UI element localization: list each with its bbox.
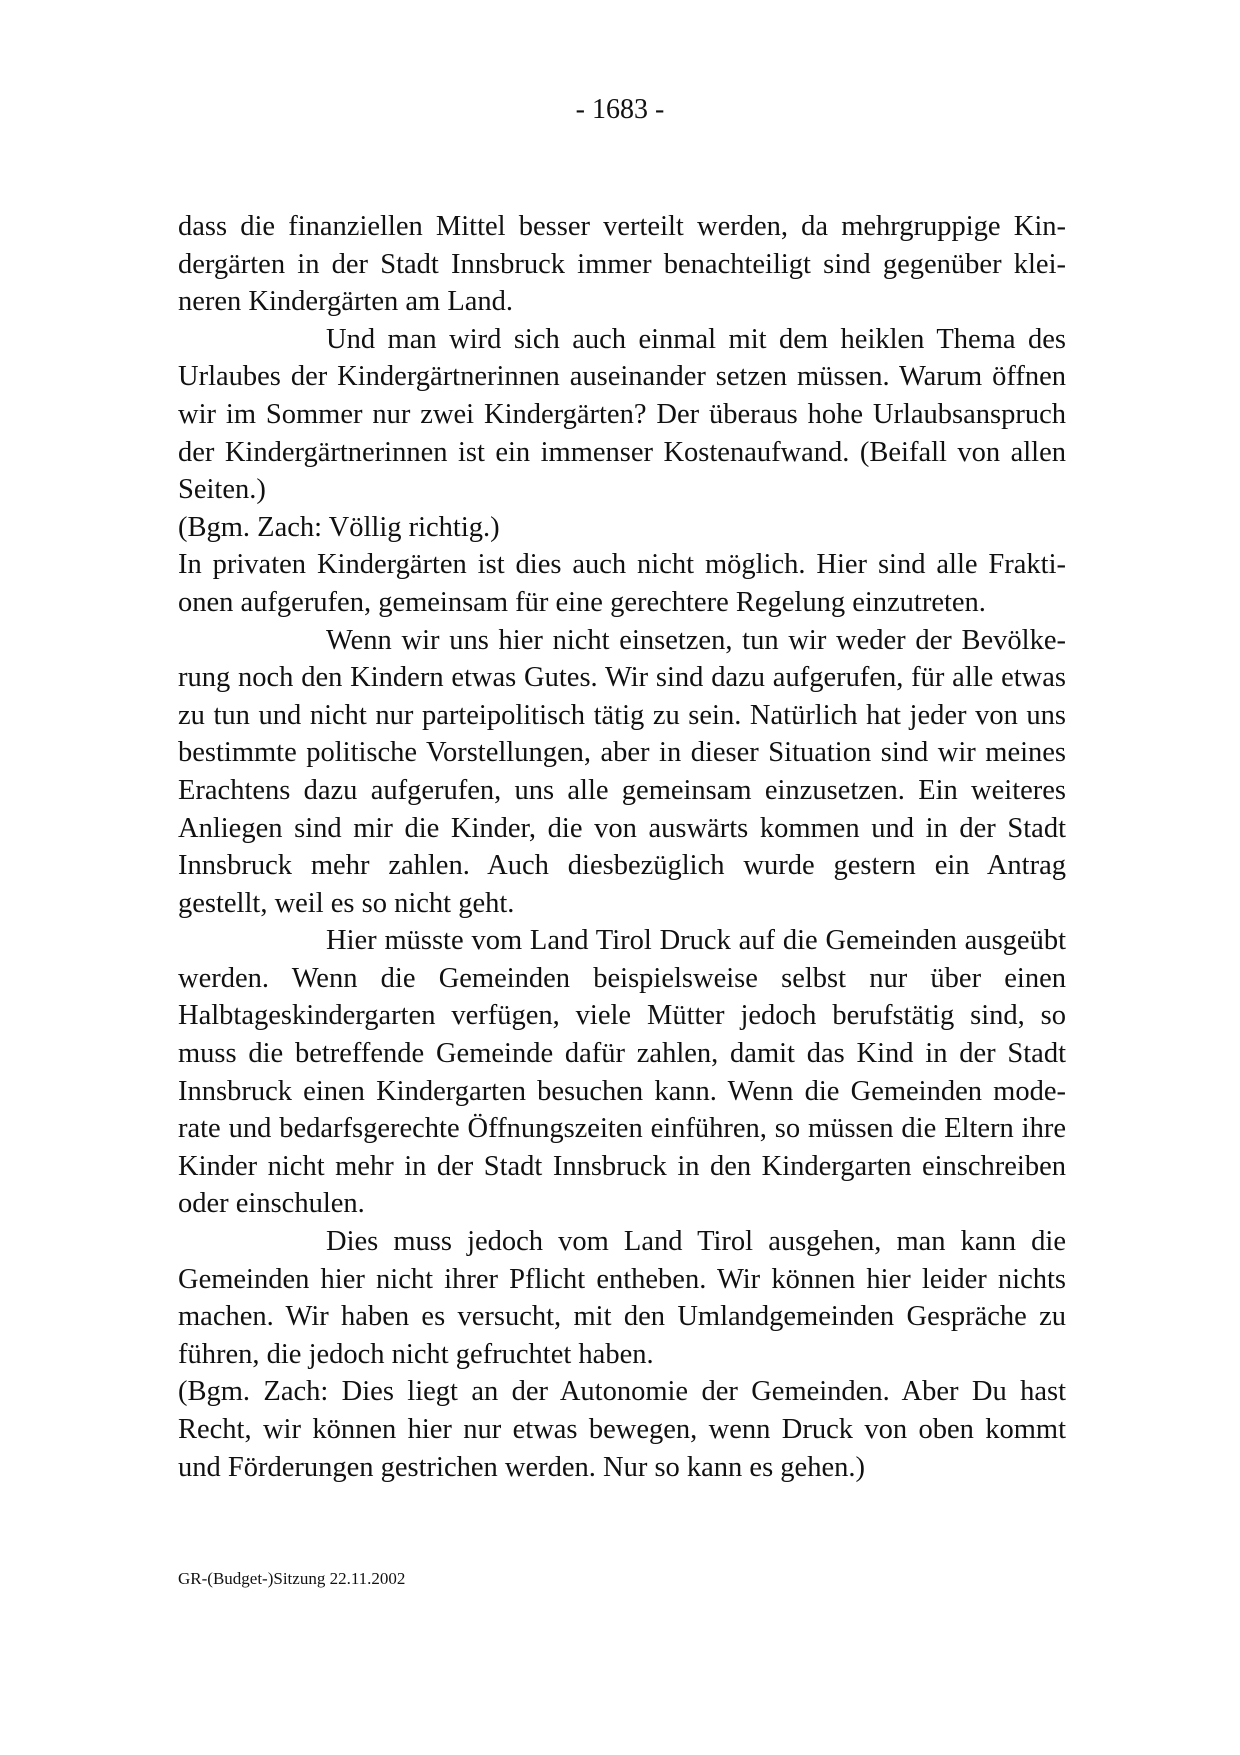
body-text [178,208,1066,1486]
interjection: (Bgm. Zach: Völlig richtig.) [178,511,500,543]
paragraph: Wenn wir uns hier nicht einsetzen, tun wir weder der Bevölkerung noch den Kindern etwas Gutes. Wir sind dazu aufgerufen, für alle etwas zu tun und nicht nur parteipolitisch tätig zu sein. Natürlich hat jeder von uns bestimmte politische Vorstellungen, aber in dieser Situation sind wir meines Erachtens dazu aufgerufen, uns alle gemeinsam einzusetzen. Ein weiteres Anliegen sind mir die Kinder, die von auswärts kommen und in der Stadt Innsbruck mehr zahlen. Auch diesbezüglich wurde gestern ein Antrag gestellt, weil es so nicht geht. [178,624,1066,919]
interjection: (Bgm. Zach: Dies liegt an der Autonomie der Gemeinden. Aber Du hast Recht, wir können hier nur etwas bewegen, wenn Druck von oben kommt und Förderungen gestrichen werden. Nur so kann es gehen.) [178,1376,1066,1483]
paragraph: Dies muss jedoch vom Land Tirol ausgehen, man kann die Gemeinden hier nicht ihrer Pflicht entheben. Wir können hier leider nichts machen. Wir haben es versucht, mit den Umlandgemeinden Gespräche zu führen, die jedoch nicht gefruchtet haben. [178,1226,1066,1370]
page-number: - 1683 - [575,94,665,125]
page-footer: GR-(Budget-)Sitzung 22.11.2002 [178,1569,406,1588]
paragraph: Hier müsste vom Land Tirol Druck auf die Gemeinden ausgeübt werden. Wenn die Gemeinden beispielsweise selbst nur über einen Halbtageskindergarten verfügen, viele Mütter jedoch berufstätig sind, so muss die betreffende Gemeinde dafür zahlen, damit das Kind in der Stadt Innsbruck einen Kindergarten besuchen kann. Wenn die Gemeinden moderate und bedarfsgerechte Öffnungszeiten einführen, so müssen die Eltern ihre Kinder nicht mehr in der Stadt Innsbruck in den Kindergarten einschreiben oder einschulen. [178,925,1066,1220]
paragraph: Und man wird sich auch einmal mit dem heiklen Thema des Urlaubes der Kindergärtnerinnen auseinander setzen müssen. Warum öffnen wir im Sommer nur zwei Kindergärten? Der überaus hohe Urlaubsanspruch der Kindergärtnerinnen ist ein immenser Kostenaufwand. (Beifall von allen Seiten.) [178,323,1066,506]
paragraph: In privaten Kindergärten ist dies auch nicht möglich. Hier sind alle Fraktionen aufgerufen, gemeinsam für eine gerechtere Regelung einzutreten. [178,549,1066,618]
paragraph: dass die finanziellen Mittel besser verteilt werden, da mehrgruppige Kindergärten in der Stadt Innsbruck immer benachteiligt sind gegenüber kleineren Kindergärten am Land. [178,211,1066,318]
